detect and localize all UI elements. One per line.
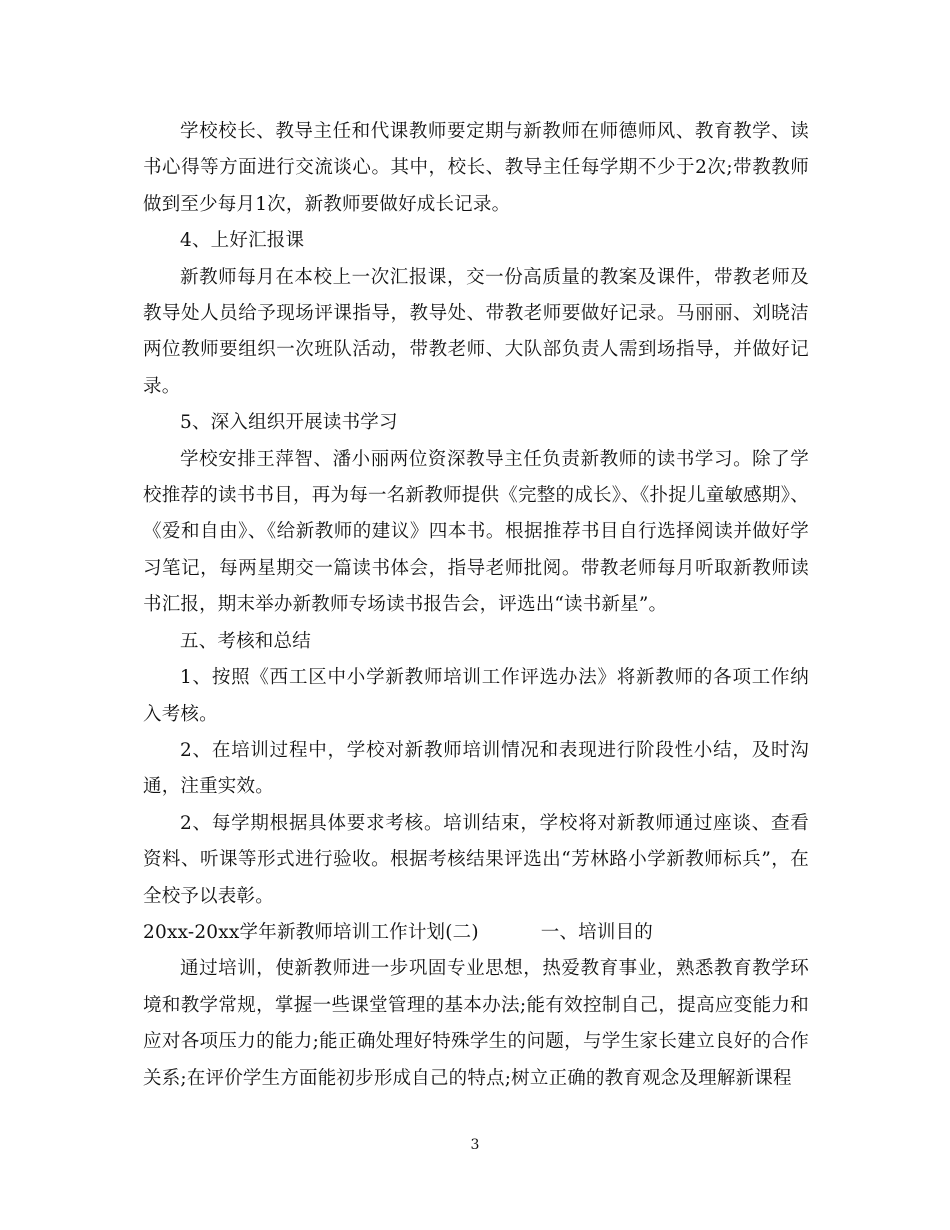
paragraph-training-goals: 通过培训，使新教师进一步巩固专业思想，热爱教育事业，熟悉教育教学环境和教学常规，掌握一些课堂管理的基本办法;能有效控制自己，提高应变能力和应对各项压力的能力;能正确处理好特殊学生的问题，与学生家长建立良好的合作关系;在评价学生方面能初步形成自己的特点;树立正确的教育观念及理解新课程	[143, 958, 809, 1089]
document-body	[143, 114, 809, 1097]
paragraph-assessment-3: 2、每学期根据具体要求考核。培训结束，学校将对新教师通过座谈、查看资料、听课等形式进行验收。根据考核结果评选出“芳林路小学新教师标兵”，在全校予以表彰。	[143, 812, 809, 907]
paragraph-reading-study: 学校安排王萍智、潘小丽两位资深教导主任负责新教师的读书学习。除了学校推荐的读书书目，再为每一名新教师提供《完整的成长》、《扑捉儿童敏感期》、《爱和自由》、《给新教师的建议》四本书。根据推荐书目自行选择阅读并做好学习笔记，每两星期交一篇读书体会，指导老师批阅。带教老师每月听取新教师读书汇报，期末举办新教师专场读书报告会，评选出“读书新星”。	[143, 448, 809, 616]
paragraph-assessment-1: 1、按照《西工区中小学新教师培训工作评选办法》将新教师的各项工作纳入考核。	[143, 667, 809, 725]
paragraph-assessment-2: 2、在培训过程中，学校对新教师培训情况和表现进行阶段性小结，及时沟通，注重实效。	[143, 739, 809, 798]
section-subtitle: 一、培训目的	[540, 921, 653, 943]
heading-assessment-summary: 五、考核和总结	[180, 630, 311, 652]
page-number: 3	[470, 1137, 480, 1153]
section-heading-line	[143, 915, 809, 951]
paragraph-mentoring-talks: 学校校长、教导主任和代课教师要定期与新教师在师德师风、教育教学、读书心得等方面进行交流谈心。其中，校长、教导主任每学期不少于2次;带教教师做到至少每月1次，新教师要做好成长记录。	[143, 121, 809, 215]
section-title: 20xx-20xx学年新教师培训工作计划(二)	[143, 921, 479, 943]
paragraph-report-lesson: 新教师每月在本校上一次汇报课，交一份高质量的教案及课件，带教老师及教导处人员给予现场评课指导，教导处、带教老师要做好记录。马丽丽、刘晓洁两位教师要组织一次班队活动，带教老师、大队部负责人需到场指导，并做好记录。	[143, 266, 809, 397]
heading-reading-study: 5、深入组织开展读书学习	[180, 412, 398, 434]
heading-report-lesson: 4、上好汇报课	[180, 230, 305, 252]
